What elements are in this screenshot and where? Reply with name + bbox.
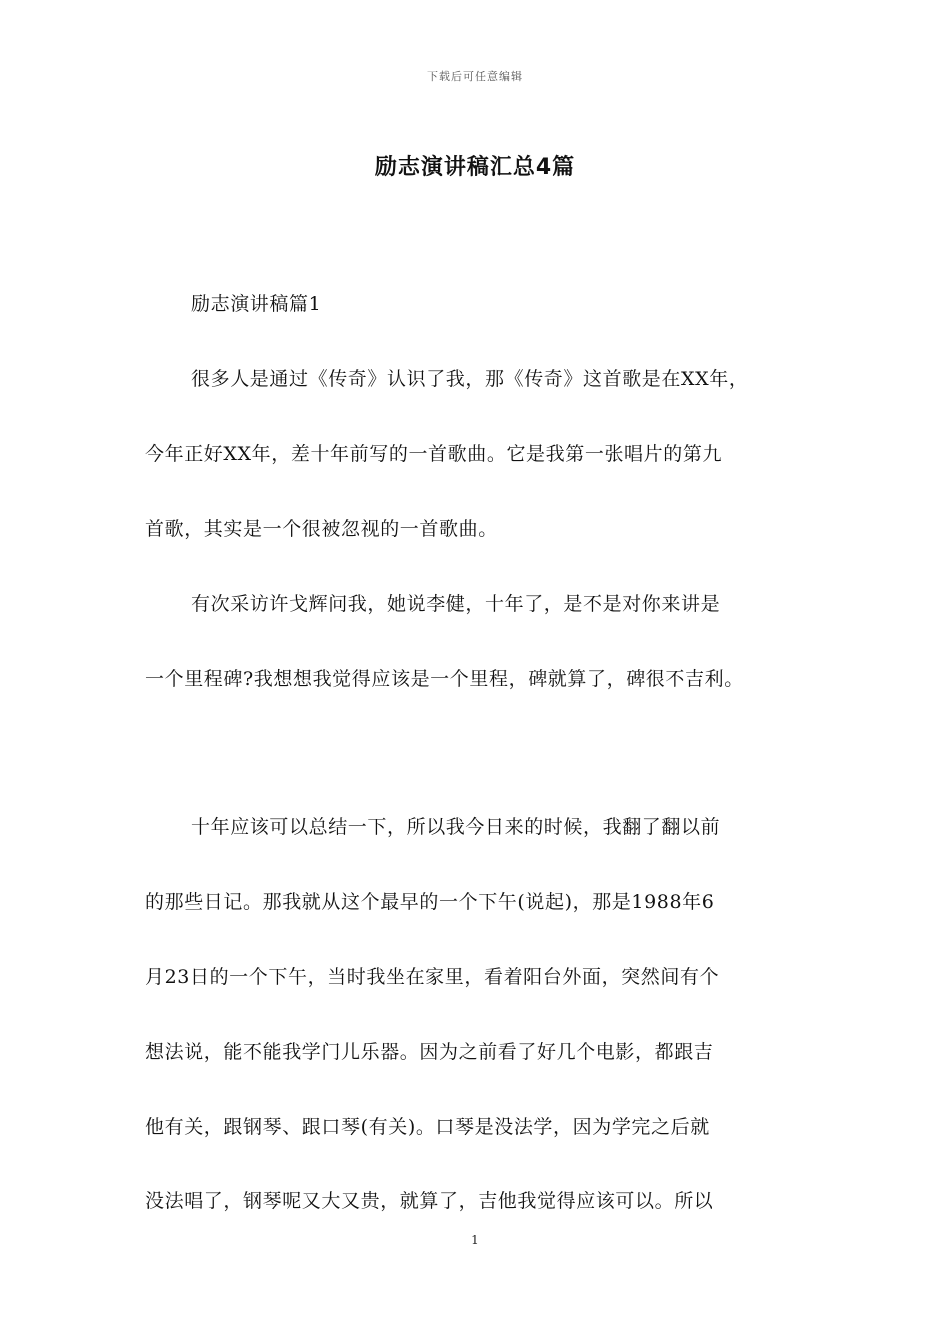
document-title: 励志演讲稿汇总4篇	[374, 155, 576, 180]
paragraph-line: 想法说，能不能我学门儿乐器。因为之前看了好几个电影，都跟吉	[145, 1041, 714, 1063]
paragraph-line: 他有关，跟钢琴、跟口琴(有关)。口琴是没法学，因为学完之后就	[145, 1116, 710, 1138]
paragraph-line: 十年应该可以总结一下，所以我今日来的时候，我翻了翻以前	[191, 816, 721, 838]
paragraph-line: 的那些日记。那我就从这个最早的一个下午(说起)，那是1988年6	[145, 891, 715, 913]
paragraph-line: 今年正好XX年，差十年前写的一首歌曲。它是我第一张唱片的第九	[145, 443, 723, 465]
paragraph-line: 没法唱了，钢琴呢又大又贵，就算了，吉他我觉得应该可以。所以	[145, 1190, 714, 1212]
section-heading: 励志演讲稿篇1	[191, 293, 322, 315]
header-note: 下载后可任意编辑	[427, 70, 523, 83]
paragraph-line: 很多人是通过《传奇》认识了我，那《传奇》这首歌是在XX年，	[191, 368, 749, 390]
paragraph-line: 有次采访许戈辉问我，她说李健，十年了，是不是对你来讲是	[191, 593, 721, 615]
paragraph-line: 首歌，其实是一个很被忽视的一首歌曲。	[145, 518, 498, 540]
paragraph-line: 一个里程碑?我想想我觉得应该是一个里程，碑就算了，碑很不吉利。	[145, 668, 744, 690]
page-number: 1	[471, 1233, 479, 1247]
paragraph-line: 月23日的一个下午，当时我坐在家里，看着阳台外面，突然间有个	[145, 966, 720, 988]
